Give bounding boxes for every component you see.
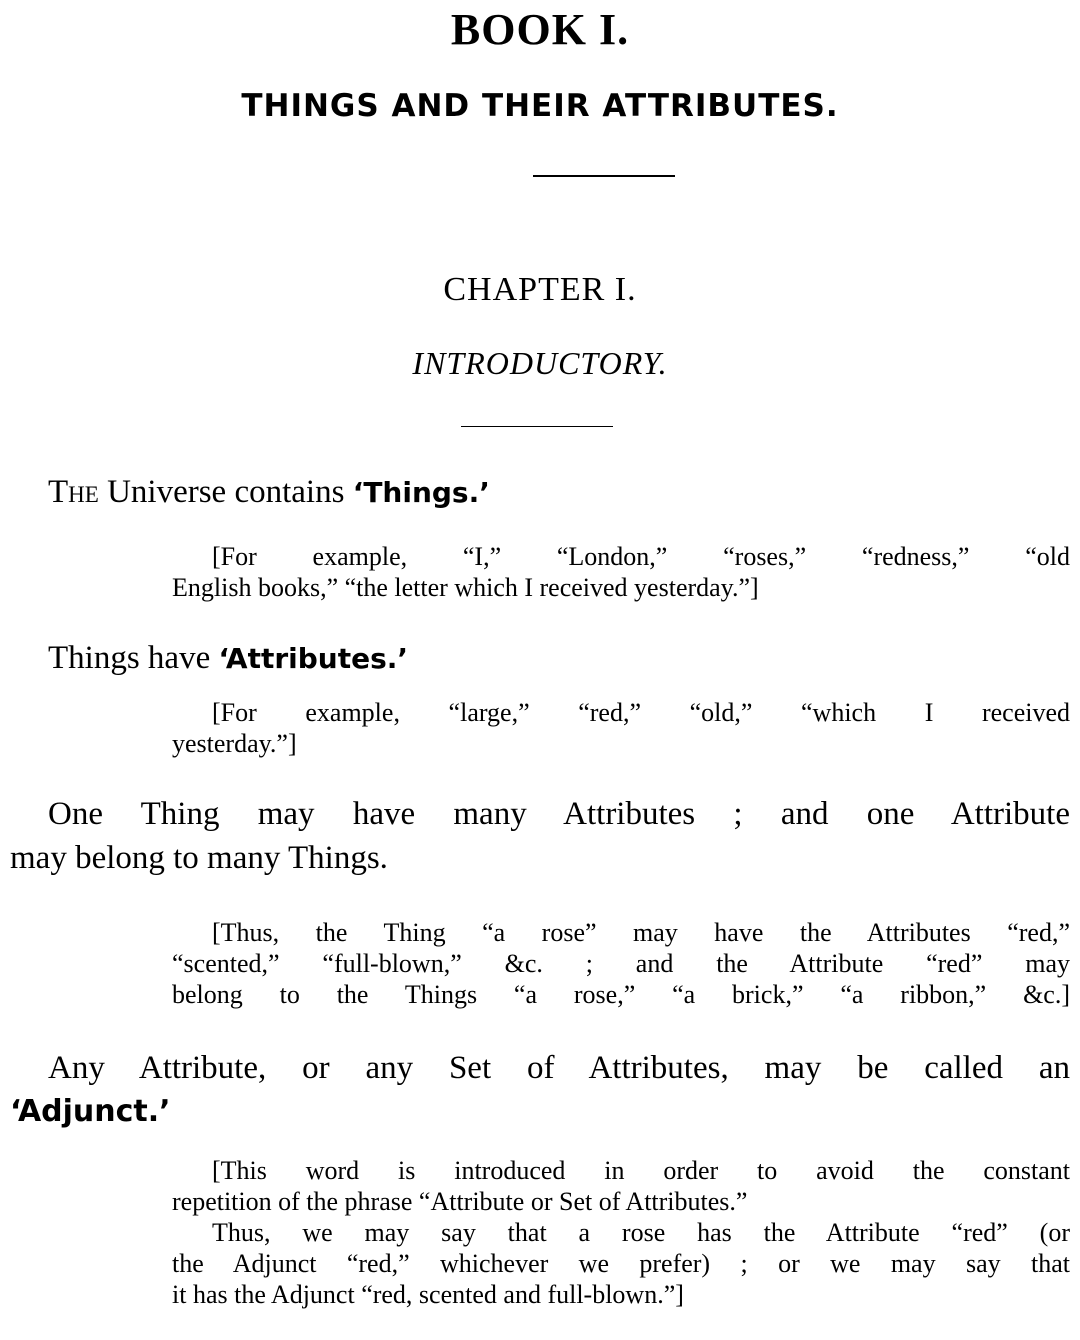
- defined-term: ‘Adjunct.’: [10, 1094, 171, 1129]
- book-title: THINGS AND THEIR ATTRIBUTES.: [241, 88, 839, 124]
- note-line: [For example, “I,” “London,” “roses,” “redness,” “old: [212, 542, 1070, 571]
- note-line: repetition of the phrase “Attribute or Set of Attributes.”: [172, 1187, 748, 1216]
- chapter-heading: CHAPTER I.: [443, 271, 637, 308]
- book-heading: BOOK I.: [450, 5, 630, 54]
- example-note: [172, 917, 1070, 1010]
- paragraph-text: Things have: [48, 640, 219, 676]
- note-line: it has the Adjunct “red, scented and full-blown.”]: [172, 1280, 684, 1309]
- defined-term: ‘Attributes.’: [218, 642, 409, 675]
- example-note: [172, 541, 1070, 603]
- paragraph-adjunct: [10, 1046, 1070, 1134]
- note-line: “scented,” “full-blown,” &c. ; and the Attribute “red” may: [172, 949, 1070, 978]
- example-note: [172, 697, 1070, 759]
- defined-term: ‘Things.’: [352, 476, 490, 509]
- paragraph-many-attributes: [10, 792, 1070, 880]
- divider-rule: [461, 426, 613, 427]
- paragraph-things: [10, 470, 1070, 515]
- note-line: the Adjunct “red,” whichever we prefer) ; or we may say that: [172, 1249, 1070, 1278]
- paragraph-text: Universe contains: [98, 474, 353, 510]
- note-line: Thus, we may say that a rose has the Attribute “red” (or: [212, 1218, 1070, 1247]
- paragraph-attributes: [10, 636, 1070, 681]
- note-line: English books,” “the letter which I received yesterday.”]: [172, 573, 759, 602]
- chapter-title: INTRODUCTORY.: [412, 345, 668, 381]
- note-line: yesterday.”]: [172, 729, 297, 758]
- paragraph-lead: The: [48, 474, 99, 510]
- paragraph-line: Any Attribute, or any Set of Attributes, may be called an: [48, 1050, 1070, 1086]
- paragraph-line: One Thing may have many Attributes ; and one Attribute: [48, 796, 1070, 832]
- note-line: [This word is introduced in order to avoid the constant: [212, 1156, 1070, 1185]
- divider-rule: [533, 175, 675, 177]
- note-line: [Thus, the Thing “a rose” may have the Attributes “red,”: [212, 918, 1070, 947]
- paragraph-line: may belong to many Things.: [10, 840, 388, 876]
- example-note: [172, 1155, 1070, 1310]
- note-line: belong to the Things “a rose,” “a brick,” “a ribbon,” &c.]: [172, 980, 1070, 1009]
- note-line: [For example, “large,” “red,” “old,” “which I received: [212, 698, 1070, 727]
